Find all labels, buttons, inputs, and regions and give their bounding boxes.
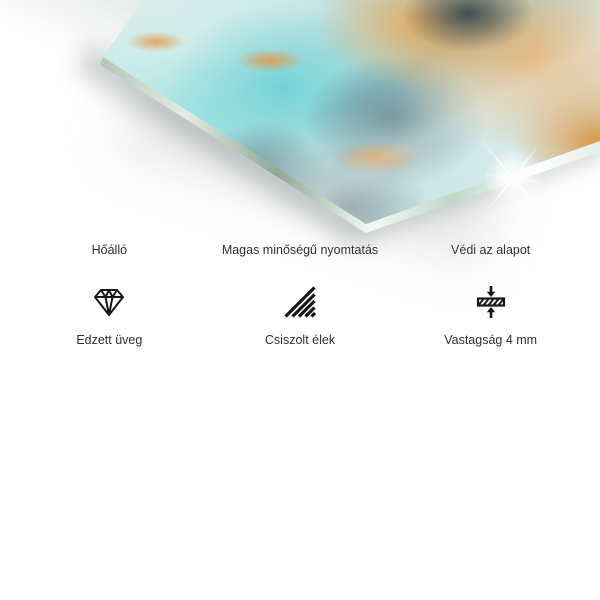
diamond-icon [91, 283, 127, 321]
feature-label: Hőálló [91, 243, 128, 257]
feature-label: Magas minőségű nyomtatás [221, 243, 379, 257]
feature-label: Edzett üveg [76, 333, 143, 347]
feature-tempered-glass [14, 283, 205, 347]
thickness-icon [473, 283, 509, 321]
feature-label: Csiszolt élek [264, 333, 336, 347]
feature-thickness [395, 283, 586, 347]
feature-label: Védi az alapot [451, 243, 531, 257]
feature-label: Vastagság 4 mm [444, 333, 538, 347]
polished-edges-icon [282, 283, 318, 321]
feature-polished-edges [205, 283, 396, 347]
product-hero-image [0, 0, 600, 232]
